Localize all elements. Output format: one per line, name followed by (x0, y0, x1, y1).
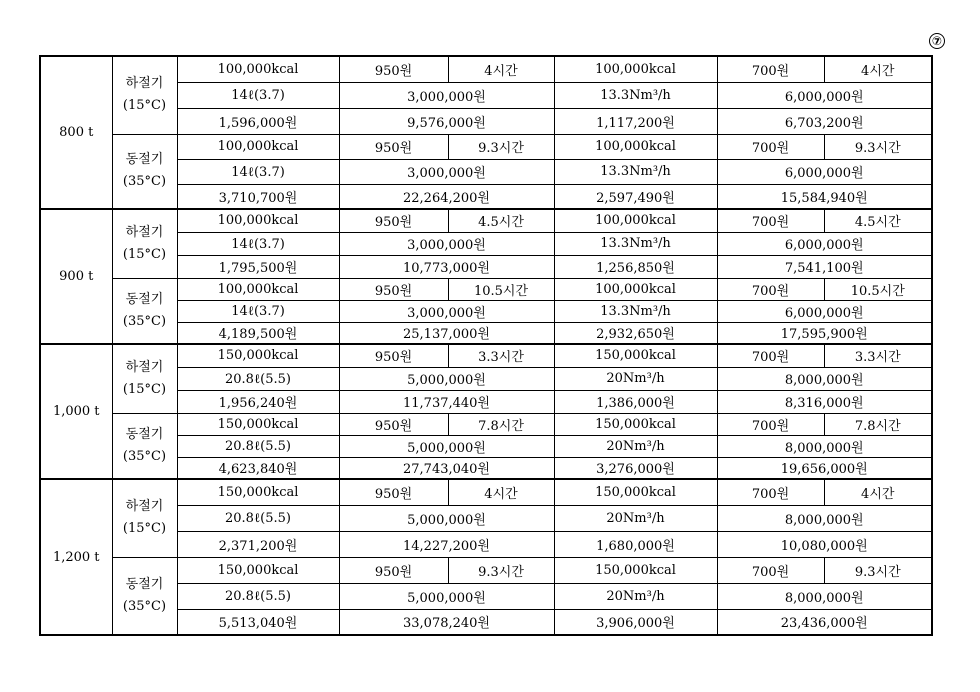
cell-oil-equipment-cost: 3,000,000원 (339, 82, 554, 108)
cell-oil-unit-price: 950원 (339, 209, 448, 232)
cell-oil-capacity: 100,000kcal (177, 278, 339, 300)
cell-gas-consumption: 13.3Nm³/h (554, 232, 717, 255)
cell-gas-consumption: 13.3Nm³/h (554, 159, 717, 184)
cost-comparison-table (39, 55, 933, 636)
cell-oil-consumption: 14ℓ(3.7) (177, 82, 339, 108)
cell-gas-consumption: 13.3Nm³/h (554, 82, 717, 108)
page-number-marker: ⑦ (929, 33, 945, 49)
cell-oil-unit-price: 950원 (339, 479, 448, 505)
season-name: 동절기 (125, 426, 164, 442)
cell-oil-hours: 9.3시간 (448, 134, 554, 159)
cell-oil-daily-cost: 4,189,500원 (177, 322, 339, 344)
cell-oil-equipment-cost: 5,000,000원 (339, 505, 554, 531)
cell-oil-hours: 7.8시간 (448, 413, 554, 435)
cell-oil-season-cost: 14,227,200원 (339, 531, 554, 557)
cell-oil-equipment-cost: 5,000,000원 (339, 583, 554, 609)
cell-gas-capacity: 150,000kcal (554, 557, 717, 583)
cell-oil-daily-cost: 4,623,840원 (177, 457, 339, 479)
cell-oil-unit-price: 950원 (339, 56, 448, 82)
cell-gas-unit-price: 700원 (717, 344, 824, 367)
table-row (40, 278, 932, 300)
cell-gas-unit-price: 700원 (717, 278, 824, 300)
cell-oil-equipment-cost: 3,000,000원 (339, 300, 554, 322)
season-temperature: (35°C) (122, 174, 167, 190)
season-cell (112, 344, 177, 413)
season-name: 하절기 (125, 359, 164, 375)
season-cell (112, 557, 177, 635)
capacity-cell: 1,200 t (40, 479, 112, 635)
table-row (40, 479, 932, 505)
cell-oil-season-cost: 27,743,040원 (339, 457, 554, 479)
cell-gas-season-cost: 8,316,000원 (717, 390, 932, 413)
cell-gas-hours: 4시간 (824, 56, 932, 82)
cell-oil-season-cost: 25,137,000원 (339, 322, 554, 344)
cell-gas-consumption: 20Nm³/h (554, 583, 717, 609)
cell-oil-hours: 3.3시간 (448, 344, 554, 367)
cell-gas-daily-cost: 1,386,000원 (554, 390, 717, 413)
season-temperature: (35°C) (122, 598, 167, 614)
season-temperature: (35°C) (122, 448, 167, 464)
cell-gas-consumption: 20Nm³/h (554, 435, 717, 457)
cell-gas-capacity: 150,000kcal (554, 479, 717, 505)
cell-gas-hours: 4.5시간 (824, 209, 932, 232)
cell-gas-daily-cost: 1,117,200원 (554, 108, 717, 134)
cell-gas-unit-price: 700원 (717, 56, 824, 82)
cell-gas-hours: 4시간 (824, 479, 932, 505)
cell-gas-daily-cost: 2,932,650원 (554, 322, 717, 344)
season-temperature: (15°C) (122, 246, 167, 262)
cell-oil-unit-price: 950원 (339, 413, 448, 435)
cell-gas-consumption: 20Nm³/h (554, 505, 717, 531)
cell-gas-hours: 7.8시간 (824, 413, 932, 435)
cell-oil-daily-cost: 3,710,700원 (177, 184, 339, 209)
cell-oil-equipment-cost: 5,000,000원 (339, 435, 554, 457)
cell-gas-equipment-cost: 6,000,000원 (717, 232, 932, 255)
cell-gas-daily-cost: 3,906,000원 (554, 609, 717, 635)
cell-gas-unit-price: 700원 (717, 479, 824, 505)
table-body (40, 56, 932, 635)
season-temperature: (15°C) (122, 381, 167, 397)
cell-oil-daily-cost: 1,596,000원 (177, 108, 339, 134)
cell-oil-equipment-cost: 3,000,000원 (339, 232, 554, 255)
season-name: 동절기 (125, 576, 164, 592)
cell-gas-capacity: 150,000kcal (554, 413, 717, 435)
cell-gas-unit-price: 700원 (717, 209, 824, 232)
cell-oil-equipment-cost: 5,000,000원 (339, 367, 554, 390)
cell-oil-consumption: 20.8ℓ(5.5) (177, 367, 339, 390)
cell-oil-hours: 4.5시간 (448, 209, 554, 232)
cell-oil-consumption: 14ℓ(3.7) (177, 300, 339, 322)
cell-oil-unit-price: 950원 (339, 344, 448, 367)
cell-oil-season-cost: 11,737,440원 (339, 390, 554, 413)
table-row (40, 344, 932, 367)
cell-gas-capacity: 100,000kcal (554, 209, 717, 232)
season-temperature: (15°C) (122, 98, 167, 114)
season-cell (112, 413, 177, 479)
table-row (40, 557, 932, 583)
cell-gas-equipment-cost: 8,000,000원 (717, 435, 932, 457)
season-name: 동절기 (125, 291, 164, 307)
cell-gas-hours: 10.5시간 (824, 278, 932, 300)
cell-gas-equipment-cost: 8,000,000원 (717, 505, 932, 531)
cell-gas-consumption: 20Nm³/h (554, 367, 717, 390)
cell-oil-daily-cost: 1,795,500원 (177, 255, 339, 278)
cell-oil-season-cost: 33,078,240원 (339, 609, 554, 635)
cell-gas-unit-price: 700원 (717, 557, 824, 583)
season-name: 하절기 (125, 224, 164, 240)
cell-oil-season-cost: 9,576,000원 (339, 108, 554, 134)
cell-oil-hours: 9.3시간 (448, 557, 554, 583)
cell-gas-equipment-cost: 6,000,000원 (717, 300, 932, 322)
cell-oil-capacity: 100,000kcal (177, 209, 339, 232)
season-cell (112, 56, 177, 134)
cell-gas-capacity: 150,000kcal (554, 344, 717, 367)
season-cell (112, 209, 177, 278)
table-row (40, 134, 932, 159)
season-cell (112, 479, 177, 557)
cell-gas-unit-price: 700원 (717, 413, 824, 435)
cell-oil-season-cost: 22,264,200원 (339, 184, 554, 209)
cell-gas-season-cost: 15,584,940원 (717, 184, 932, 209)
cell-gas-season-cost: 23,436,000원 (717, 609, 932, 635)
table-row (40, 413, 932, 435)
cell-oil-equipment-cost: 3,000,000원 (339, 159, 554, 184)
cell-gas-equipment-cost: 8,000,000원 (717, 367, 932, 390)
cell-gas-daily-cost: 2,597,490원 (554, 184, 717, 209)
cell-gas-unit-price: 700원 (717, 134, 824, 159)
season-name: 동절기 (125, 152, 164, 168)
table-row (40, 56, 932, 82)
cell-oil-capacity: 150,000kcal (177, 413, 339, 435)
cell-gas-daily-cost: 1,680,000원 (554, 531, 717, 557)
cell-gas-daily-cost: 1,256,850원 (554, 255, 717, 278)
cell-gas-equipment-cost: 8,000,000원 (717, 583, 932, 609)
cell-gas-season-cost: 19,656,000원 (717, 457, 932, 479)
cell-gas-season-cost: 6,703,200원 (717, 108, 932, 134)
cell-gas-hours: 9.3시간 (824, 557, 932, 583)
capacity-cell: 900 t (40, 209, 112, 344)
cell-gas-consumption: 13.3Nm³/h (554, 300, 717, 322)
cell-gas-daily-cost: 3,276,000원 (554, 457, 717, 479)
cell-gas-equipment-cost: 6,000,000원 (717, 159, 932, 184)
cell-oil-capacity: 100,000kcal (177, 134, 339, 159)
cell-oil-hours: 4시간 (448, 479, 554, 505)
cell-oil-season-cost: 10,773,000원 (339, 255, 554, 278)
cell-oil-unit-price: 950원 (339, 557, 448, 583)
cell-oil-capacity: 150,000kcal (177, 557, 339, 583)
table-row (40, 209, 932, 232)
cell-oil-consumption: 14ℓ(3.7) (177, 159, 339, 184)
cell-oil-hours: 4시간 (448, 56, 554, 82)
cell-gas-season-cost: 7,541,100원 (717, 255, 932, 278)
cell-oil-consumption: 20.8ℓ(5.5) (177, 583, 339, 609)
cell-oil-hours: 10.5시간 (448, 278, 554, 300)
cell-oil-daily-cost: 2,371,200원 (177, 531, 339, 557)
cell-oil-consumption: 20.8ℓ(5.5) (177, 435, 339, 457)
cell-oil-capacity: 150,000kcal (177, 344, 339, 367)
season-name: 하절기 (125, 76, 164, 92)
season-temperature: (15°C) (122, 521, 167, 537)
cell-gas-capacity: 100,000kcal (554, 278, 717, 300)
cell-gas-season-cost: 17,595,900원 (717, 322, 932, 344)
season-cell (112, 278, 177, 344)
cell-oil-consumption: 20.8ℓ(5.5) (177, 505, 339, 531)
cell-oil-capacity: 150,000kcal (177, 479, 339, 505)
cell-oil-consumption: 14ℓ(3.7) (177, 232, 339, 255)
season-cell (112, 134, 177, 209)
cell-gas-season-cost: 10,080,000원 (717, 531, 932, 557)
season-name: 하절기 (125, 499, 164, 515)
cell-gas-capacity: 100,000kcal (554, 134, 717, 159)
season-temperature: (35°C) (122, 313, 167, 329)
cell-oil-unit-price: 950원 (339, 134, 448, 159)
cell-gas-equipment-cost: 6,000,000원 (717, 82, 932, 108)
capacity-cell: 800 t (40, 56, 112, 209)
cell-gas-hours: 9.3시간 (824, 134, 932, 159)
capacity-cell: 1,000 t (40, 344, 112, 479)
cell-oil-daily-cost: 5,513,040원 (177, 609, 339, 635)
cell-oil-capacity: 100,000kcal (177, 56, 339, 82)
cell-gas-capacity: 100,000kcal (554, 56, 717, 82)
cell-gas-hours: 3.3시간 (824, 344, 932, 367)
cell-oil-daily-cost: 1,956,240원 (177, 390, 339, 413)
cell-oil-unit-price: 950원 (339, 278, 448, 300)
